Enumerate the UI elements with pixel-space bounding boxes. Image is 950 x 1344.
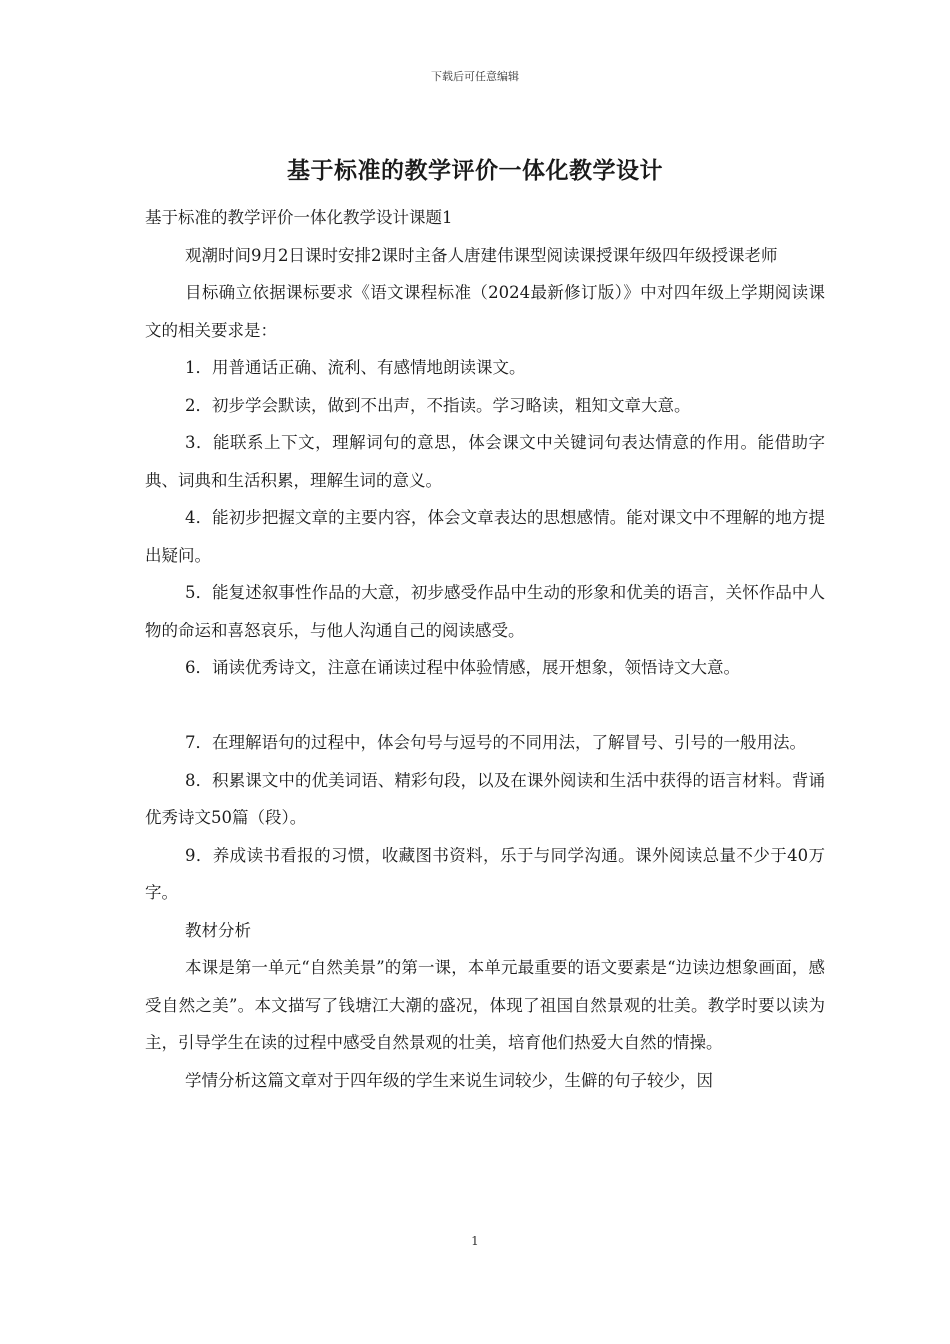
paragraph-gap <box>145 687 825 725</box>
lesson-topic: 基于标准的教学评价一体化教学设计课题1 <box>145 208 453 227</box>
document-title: 基于标准的教学评价一体化教学设计 <box>287 157 663 184</box>
textbook-analysis: 本课是第一单元“自然美景”的第一课，本单元最重要的语文要素是“边读边想象画面，感受自然之美”。本文描写了钱塘江大潮的盛况，体现了祖国自然景观的壮美。教学时要以读为主，引导学生在读的过程中感受自然景观的壮美，培育他们热爱大自然的情操。 <box>145 958 825 1052</box>
requirement-5: 5．能复述叙事性作品的大意，初步感受作品中生动的形象和优美的语言，关怀作品中人物的命运和喜怒哀乐，与他人沟通自己的阅读感受。 <box>145 583 825 640</box>
student-analysis: 学情分析这篇文章对于四年级的学生来说生词较少，生僻的句子较少，因 <box>185 1070 713 1090</box>
requirement-4: 4．能初步把握文章的主要内容，体会文章表达的思想感情。能对课文中不理解的地方提出疑问。 <box>145 508 825 565</box>
goal-basis: 目标确立依据课标要求《语文课程标准（2024最新修订版）》中对四年级上学期阅读课文的相关要求是： <box>145 283 825 340</box>
section-heading-textbook-analysis: 教材分析 <box>185 920 251 940</box>
requirement-7: 7．在理解语句的过程中，体会句号与逗号的不同用法，了解冒号、引号的一般用法。 <box>185 733 806 752</box>
requirement-8: 8．积累课文中的优美词语、精彩句段，以及在课外阅读和生活中获得的语言材料。背诵优秀诗文50篇（段）。 <box>145 770 825 827</box>
requirement-1: 1．用普通话正确、流利、有感情地朗读课文。 <box>185 358 526 377</box>
requirement-2: 2．初步学会默读，做到不出声，不指读。学习略读，粗知文章大意。 <box>185 395 691 415</box>
document-body <box>145 199 825 1099</box>
requirement-3: 3．能联系上下文，理解词句的意思，体会课文中关键词句表达情意的作用。能借助字典、词典和生活积累，理解生词的意义。 <box>145 433 825 490</box>
requirement-6: 6．诵读优秀诗文，注意在诵读过程中体验情感，展开想象，领悟诗文大意。 <box>185 658 740 677</box>
requirement-9: 9．养成读书看报的习惯，收藏图书资料，乐于与同学沟通。课外阅读总量不少于40万字。 <box>145 845 825 902</box>
lesson-info: 观潮时间9月2日课时安排2课时主备人唐建伟课型阅读课授课年级四年级授课老师 <box>185 245 778 265</box>
header-note: 下载后可任意编辑 <box>431 70 519 83</box>
page-number: 1 <box>471 1234 479 1248</box>
